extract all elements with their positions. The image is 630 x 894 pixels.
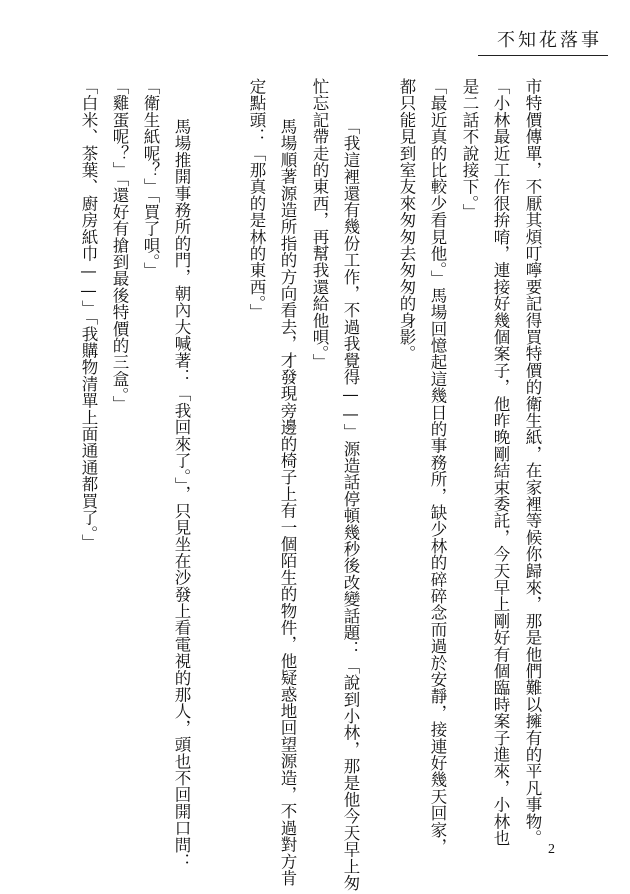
- page-number: 2: [548, 842, 555, 857]
- text-column: 都只能見到室友來匆匆去匆匆的身影。: [397, 78, 416, 362]
- text-column: 馬場順著源造所指的方向看去，才發現旁邊的椅子上有一個陌生的物件，他疑惑地回望源造，不過對方肯: [278, 118, 297, 887]
- text-column: 「小林最近工作很拚唷，連接好幾個案子，他昨晚剛結束委託，今天早上剛好有個臨時案子進來，小林也: [491, 78, 510, 847]
- text-column: 「最近真的比較少看見他。」馬場回憶起這幾日的事務所，缺少林的碎碎念而過於安靜，接連好幾天回家，: [428, 78, 447, 855]
- text-column: 馬場推開事務所的門，朝內大喊著：「我回來了。」，只見坐在沙發上看電視的那人，頭也不回開口問：: [172, 118, 191, 870]
- text-column: 市特價傳單，不厭其煩叮嚀要記得買特價的衛生紙，在家裡等候你歸來，那是他們難以擁有的平凡事物。: [523, 78, 542, 847]
- header-rule: [478, 55, 608, 56]
- text-column: 「我這裡還有幾份工作，不過我覺得——」源造話停頓幾秒後改變話題：「說到小林，那是他今天早上匆: [341, 118, 360, 892]
- vertical-body-text: [76, 78, 542, 892]
- running-header-title: 不知花落事: [497, 30, 602, 51]
- text-column: 「雞蛋呢？」「還好有搶到最後特價的三盒。」: [110, 78, 129, 413]
- text-column: 「白米、茶葉、廚房紙巾——」「我購物清單上面通通都買了。」: [79, 78, 98, 551]
- text-column: 「衛生紙呢？」「買了唄。」: [141, 78, 160, 279]
- text-column: 忙忘記帶走的東西，再幫我還給他唄。」: [310, 78, 329, 371]
- text-column: 定點頭：「那真的是林的東西。」: [247, 78, 266, 321]
- text-column: 是二話不說接下。」: [460, 78, 479, 221]
